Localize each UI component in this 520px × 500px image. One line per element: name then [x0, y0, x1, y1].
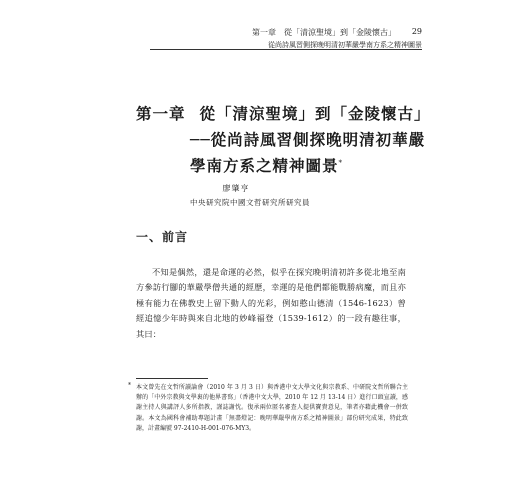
- chapter-subtitle-line2: [190, 154, 436, 176]
- body-paragraph: 不知是偶然，還是命運的必然，似乎在探究晚明清初許多從北地至南方參訪行腳的華嚴學僧共通的經歷，幸運的是他們都能戰勝病魔，而且亦極有能力在佛教史上留下動人的光彩，例如憨山德清（1546-1623）曾經追憶少年時與來自北地的妙峰福登（1539-1612）的一段有趣往事，其曰：: [136, 267, 406, 339]
- footnote-mark: *: [128, 382, 131, 389]
- chapter-subtitle-line1: ──從尚詩風習側探晚明清初華嚴: [190, 130, 426, 149]
- title-footnote-mark[interactable]: *: [338, 158, 344, 167]
- chapter-title-block: [136, 102, 436, 176]
- chapter-number: 第一章: [136, 104, 186, 123]
- page-number: 29: [411, 27, 422, 36]
- author-affiliation: 中央研究院中國文哲研究所研究員: [190, 198, 310, 207]
- running-header-chapter-title: 第一章 從「清涼聖境」到「金陵懷古」: [252, 28, 396, 37]
- chapter-title-line1: [136, 102, 436, 124]
- running-header: [150, 27, 422, 50]
- body-text: [136, 265, 406, 342]
- header-rule: [150, 49, 422, 50]
- running-header-subtitle: 從尚詩風習側探晚明清初華嚴學南方系之精神圖景: [268, 41, 422, 49]
- chapter-title-main: 從「清涼聖境」到「金陵懷古」: [199, 104, 431, 123]
- chapter-subtitle-line2-text: 學南方系之精神圖景: [190, 156, 339, 175]
- footnote-text: 本文曾先在文哲所讀論會（2010 年 3 月 3 日）與香港中文大學文化與宗教系、中研院文哲所聯合主辦的「中外宗教與文學裏的他界書寫」（香港中文大學，2010 年 12 月 13-14 日）進行口頭宣讀，感謝主持人與講評人多所指教，謹誌謝忱。復承兩位匿名審查人提供寶貴意見，筆者亦藉此機會一併致謝。本文為國科會補助專題計畫「無盡燈記：晚明華嚴學南方系之精神圖景」部份研究成果，特此致謝，計畫編號 97-2410-H-001-076-MY3。: [136, 384, 408, 432]
- footnote: [128, 382, 408, 434]
- author-name: 廖肇亨: [222, 184, 250, 193]
- footnote-rule: [136, 378, 208, 379]
- section-heading: 一、前言: [136, 230, 189, 244]
